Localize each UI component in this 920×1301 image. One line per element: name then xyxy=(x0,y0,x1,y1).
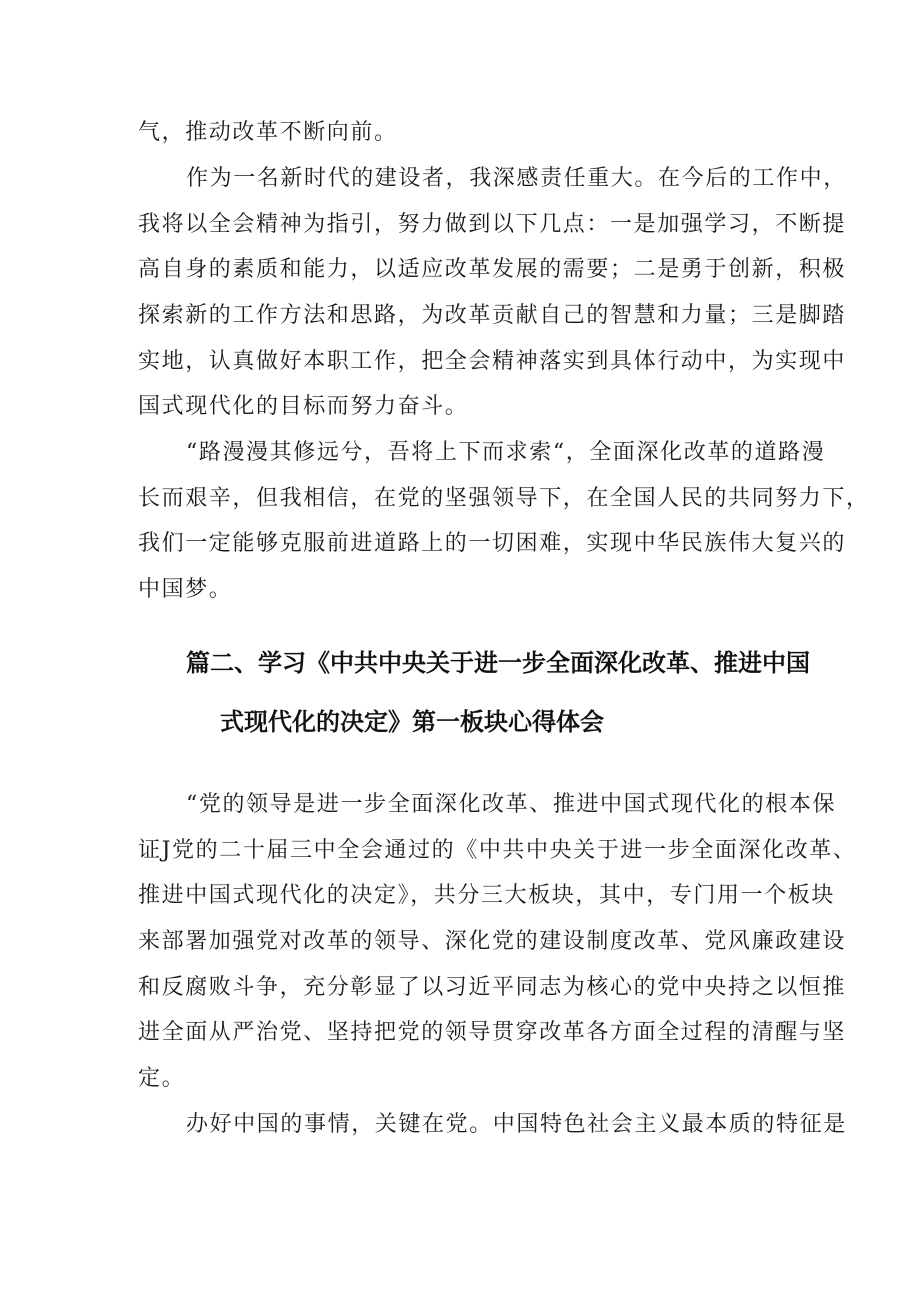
section-heading-line-1: 篇二、学习《中共中央关于进一步全面深化改革、推进中国 xyxy=(186,649,810,677)
paragraph-line: 国式现代化的目标而努力奋斗。 xyxy=(138,394,469,419)
paragraph-line: 证J党的二十届三中全会通过的《中共中央关于进一步全面深化改革、 xyxy=(138,838,857,863)
paragraph-line: “党的领导是进一步全面深化改革、推进中国式现代化的根本保 xyxy=(186,792,837,817)
paragraph-line: 定。 xyxy=(138,1066,186,1091)
paragraph-line: 推进中国式现代化的决定》，共分三大板块，其中，专门用一个板块 xyxy=(138,883,836,908)
paragraph-line: “路漫漫其修远兮，吾将上下而求索“，全面深化改革的道路漫 xyxy=(186,440,826,465)
paragraph-line: 探索新的工作方法和思路，为改革贡献自己的智慧和力量；三是脚踏 xyxy=(138,303,847,328)
paragraph-line: 和反腐败斗争，充分彰显了以习近平同志为核心的党中央持之以恒推 xyxy=(138,975,847,1000)
paragraph-line: 来部署加强党对改革的领导、深化党的建设制度改革、党风廉政建设 xyxy=(138,929,847,954)
paragraph-line: 我们一定能够克服前进道路上的一切困难，实现中华民族伟大复兴的 xyxy=(138,531,847,556)
paragraph-line: 中国梦。 xyxy=(138,577,233,602)
paragraph-line: 进全面从严治党、坚持把党的领导贯穿改革各方面全过程的清醒与坚 xyxy=(138,1020,847,1045)
paragraph-line: 气，推动改革不断向前。 xyxy=(138,120,398,145)
paragraph-line: 长而艰辛，但我相信，在党的坚强领导下，在全国人民的共同努力下， xyxy=(138,486,870,511)
section-heading-line-2: 式现代化的决定》第一板块心得体会 xyxy=(220,708,604,736)
paragraph-line: 我将以全会精神为指引，努力做到以下几点：一是加强学习，不断提 xyxy=(138,212,847,237)
paragraph-line: 作为一名新时代的建设者，我深感责任重大。在今后的工作中， xyxy=(186,166,847,191)
paragraph-line: 办好中国的事情，关键在党。中国特色社会主义最本质的特征是 xyxy=(186,1112,847,1137)
paragraph-line: 高自身的素质和能力，以适应改革发展的需要；二是勇于创新，积极 xyxy=(138,257,847,282)
paragraph-line: 实地，认真做好本职工作，把全会精神落实到具体行动中，为实现中 xyxy=(138,349,847,374)
